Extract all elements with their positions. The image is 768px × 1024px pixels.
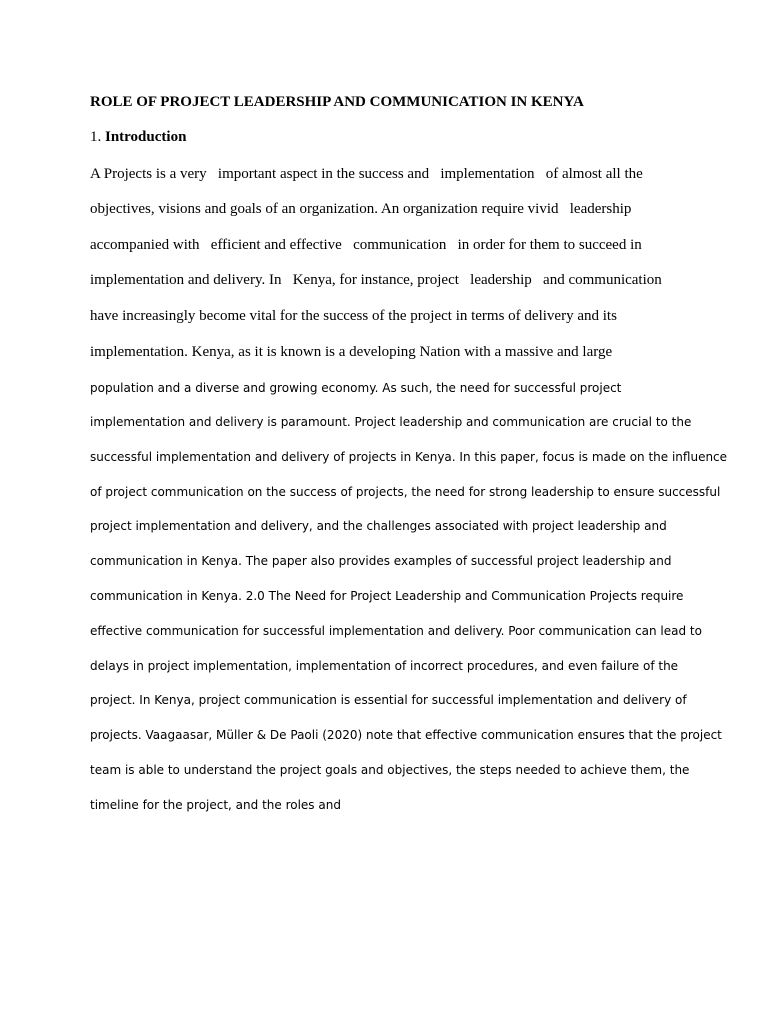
body-line: A Projects is a very important aspect in the success and implementation of almost all the [90, 166, 643, 182]
body-line: population and a diverse and growing economy. As such, the need for successful project [90, 381, 622, 395]
body-line: successful implementation and delivery of projects in Kenya. In this paper, focus is made on the influence [90, 450, 728, 464]
body-line: project implementation and delivery, and the challenges associated with project leadership and [90, 519, 667, 533]
body-line: communication in Kenya. The paper also provides examples of successful project leadership and [90, 554, 672, 568]
section-heading [90, 127, 186, 147]
body-line: timeline for the project, and the roles and [90, 798, 341, 812]
body-line: team is able to understand the project goals and objectives, the steps needed to achieve them, the [90, 763, 690, 777]
body-line: communication in Kenya. 2.0 The Need for Project Leadership and Communication Projects require [90, 589, 684, 603]
document-title: ROLE OF PROJECT LEADERSHIP AND COMMUNICATION IN KENYA [90, 94, 584, 110]
body-line: objectives, visions and goals of an organization. An organization require vivid leadership [90, 201, 632, 217]
body-line: implementation. Kenya, as it is known is a developing Nation with a massive and large [90, 344, 613, 360]
body-line: of project communication on the success of projects, the need for strong leadership to ensure successful [90, 485, 721, 499]
body-line: projects. Vaagaasar, Müller & De Paoli (2020) note that effective communication ensures that the project [90, 728, 722, 742]
body-line: effective communication for successful implementation and delivery. Poor communication can lead to [90, 624, 702, 638]
body-line: implementation and delivery. In Kenya, for instance, project leadership and communication [90, 272, 662, 288]
section-title: Introduction [105, 129, 187, 145]
body-line: accompanied with efficient and effective communication in order for them to succeed in [90, 237, 642, 253]
body-line: delays in project implementation, implementation of incorrect procedures, and even failure of the [90, 659, 679, 673]
section-number: 1. [90, 129, 102, 145]
body-line: implementation and delivery is paramount. Project leadership and communication are crucial to the [90, 415, 692, 429]
body-line: project. In Kenya, project communication is essential for successful implementation and delivery of [90, 693, 687, 707]
body-line: have increasingly become vital for the success of the project in terms of delivery and its [90, 308, 617, 324]
